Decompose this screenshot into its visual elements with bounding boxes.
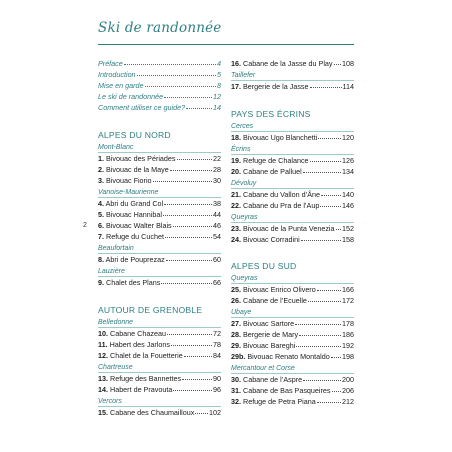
subregion-ecrins: Écrins (231, 146, 251, 153)
region-heading-alpes-du-sud: ALPES DU SUD (231, 261, 297, 271)
toc-entry[interactable]: 11. Habert des Jarlons 78 (98, 340, 221, 349)
toc-entry[interactable]: 7. Refuge du Cuchet 54 (98, 232, 221, 241)
toc-entry[interactable]: 5. Bivouac Hannibal 44 (98, 210, 221, 219)
title-divider (98, 44, 354, 45)
toc-entry[interactable]: 2. Bivouac de la Maye 28 (98, 165, 221, 174)
subregion-queyras: Queyras (231, 214, 258, 221)
toc-entry[interactable]: 12. Chalet de la Fouetterie 84 (98, 351, 221, 360)
toc-entry[interactable]: 8. Abri de Pouprezaz 60 (98, 255, 221, 264)
subregion-mont-blanc: Mont-Blanc (98, 144, 134, 151)
toc-entry-comment-utiliser[interactable]: Comment utiliser ce guide? 14 (98, 103, 221, 112)
toc-entry[interactable]: 24. Bivouac Corradini 158 (231, 235, 354, 244)
toc-entry[interactable]: 29b. Bivouac Renato Montaldo 198 (231, 352, 354, 361)
subregion-vercors: Vercors (98, 398, 122, 405)
toc-entry[interactable]: 15. Cabane des Chaumailloux 102 (98, 408, 221, 417)
toc-entry[interactable]: 26. Cabane de l’Ecuelle 172 (231, 296, 354, 305)
subregion-taillefer: Taillefer (231, 72, 256, 79)
toc-entry[interactable]: 30. Cabane de l’Aspre 200 (231, 375, 354, 384)
toc-entry[interactable]: 10. Cabane Chazeau 72 (98, 329, 221, 338)
toc-entry[interactable]: 13. Refuge des Bannettes 90 (98, 374, 221, 383)
subregion-beaufortain: Beaufortain (98, 245, 134, 252)
toc-entry[interactable]: 28. Bergerie de Mary 186 (231, 330, 354, 339)
toc-entry-preface[interactable]: Préface 4 (98, 59, 221, 68)
toc-entry[interactable]: 1. Bivouac des Périades 22 (98, 154, 221, 163)
toc-entry[interactable]: 16. Cabane de la Jasse du Play 108 (231, 59, 354, 68)
toc-entry[interactable]: 27. Bivouac Sartore 178 (231, 319, 354, 328)
toc-entry-mise-en-garde[interactable]: Mise en garde 8 (98, 81, 221, 90)
toc-entry[interactable]: 9. Chalet des Plans 66 (98, 278, 221, 287)
toc-entry[interactable]: 20. Cabane de Palluel 134 (231, 167, 354, 176)
subregion-chartreuse: Chartreuse (98, 364, 133, 371)
subregion-vanoise-maurienne: Vanoise-Maurienne (98, 189, 159, 196)
toc-entry[interactable]: 23. Bivouac de la Punta Venezia 152 (231, 224, 354, 233)
toc-entry[interactable]: 14. Habert de Pravouta 96 (98, 385, 221, 394)
toc-entry[interactable]: 32. Refuge de Petra Piana 212 (231, 397, 354, 406)
toc-entry[interactable]: 17. Bergerie de la Jasse 114 (231, 82, 354, 91)
toc-entry[interactable]: 29. Bivouac Bareghi 192 (231, 341, 354, 350)
toc-entry-ski-de-randonnee[interactable]: Le ski de randonnée 12 (98, 92, 221, 101)
subregion-ubaye: Ubaye (231, 309, 252, 316)
subregion-devoluy: Dévoluy (231, 180, 257, 187)
toc-entry[interactable]: 4. Abri du Grand Col 38 (98, 199, 221, 208)
toc-entry[interactable]: 18. Bivouac Ugo Blanchetti 120 (231, 133, 354, 142)
toc-entry[interactable]: 25. Bivouac Enrico Olivero 166 (231, 285, 354, 294)
toc-entry[interactable]: 31. Cabane de Bas Pasqueires 206 (231, 386, 354, 395)
region-heading-alpes-du-nord: ALPES DU NORD (98, 130, 171, 140)
region-heading-pays-des-ecrins: PAYS DES ÉCRINS (231, 109, 311, 119)
toc-entry-introduction[interactable]: Introduction 5 (98, 70, 221, 79)
region-heading-autour-de-grenoble: AUTOUR DE GRENOBLE (98, 305, 203, 315)
subregion-mercantour-corse: Mercantour et Corse (231, 365, 295, 372)
subregion-belledonne: Belledonne (98, 319, 134, 326)
subregion-cerces: Cerces (231, 123, 254, 130)
page-title: Ski de randonnée (98, 20, 222, 36)
toc-entry[interactable]: 19. Refuge de Chalance 126 (231, 156, 354, 165)
page-number: 2 (83, 222, 87, 229)
toc-entry[interactable]: 21. Cabane du Vallon d’Âne 140 (231, 190, 354, 199)
toc-entry[interactable]: 3. Bivouac Fiorio 30 (98, 176, 221, 185)
toc-entry[interactable]: 22. Cabane du Pra de l’Aup 146 (231, 201, 354, 210)
subregion-queyras-sud: Queyras (231, 275, 258, 282)
subregion-lauziere: Lauzière (98, 268, 125, 275)
toc-entry[interactable]: 6. Bivouac Walter Blais 46 (98, 221, 221, 230)
